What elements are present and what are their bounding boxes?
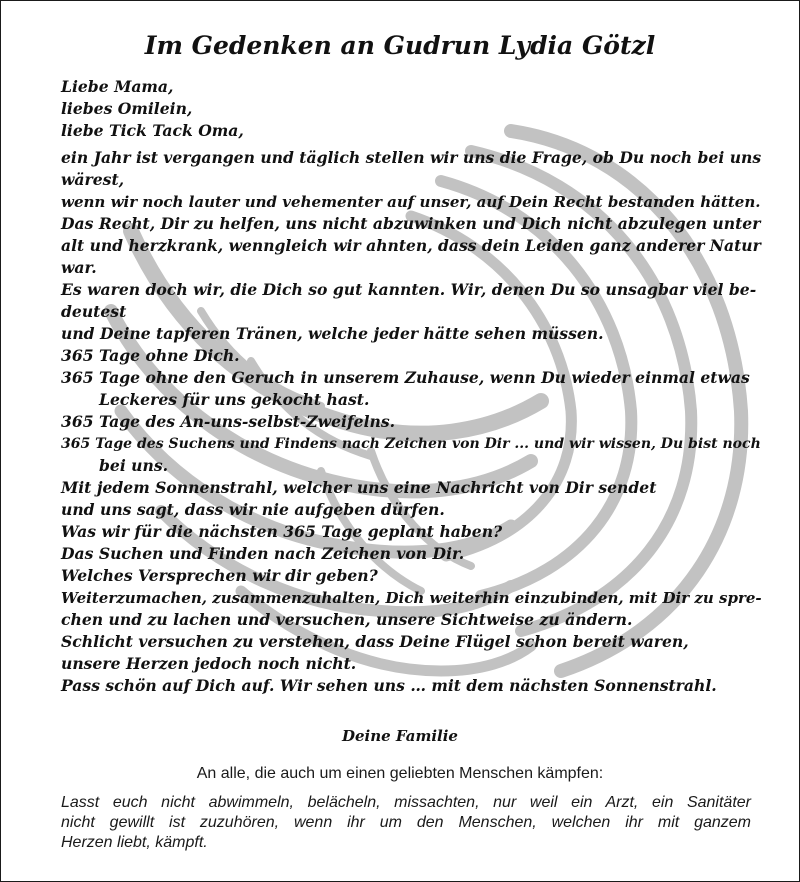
poem-line: 365 Tage des An-uns-selbst-Zweifelns. <box>61 412 396 431</box>
signature: Deine Familie <box>342 727 458 745</box>
appeal-heading: An alle, die auch um einen geliebten Menschen kämpfen: <box>196 765 604 782</box>
poem-line: und Deine tapferen Tränen, welche jeder hätte sehen müssen. <box>61 324 604 343</box>
poem-line: alt und herzkrank, wenngleich wir ahnten, dass dein Leiden ganz anderer Natur <box>61 236 761 255</box>
note-line: nicht gewillt ist zuzuhören, wenn ihr um den Menschen, welchen ihr mit ganzem <box>61 814 751 831</box>
poem-line: Weiterzumachen, zusammenzuhalten, Dich weiterhin einzubinden, mit Dir zu spre- <box>61 589 762 607</box>
poem-line: unsere Herzen jedoch noch nicht. <box>61 654 357 673</box>
appeal-note <box>61 793 751 853</box>
poem-line: chen und zu lachen und versuchen, unsere Sichtweise zu ändern. <box>61 610 633 629</box>
poem-line: Leckeres für uns gekocht hast. <box>99 390 370 409</box>
poem-line: liebes Omilein, <box>61 99 193 118</box>
poem-line: Das Recht, Dir zu helfen, uns nicht abzuwinken und Dich nicht abzulegen unter <box>61 214 761 233</box>
poem-line: wenn wir noch lauter und vehementer auf unser, auf Dein Recht bestanden hätten. <box>61 193 761 211</box>
poem-line: Das Suchen und Finden nach Zeichen von Dir. <box>61 544 465 563</box>
poem-line: Schlicht versuchen zu verstehen, dass Deine Flügel schon bereit waren, <box>61 632 689 651</box>
poem-line: Mit jedem Sonnenstrahl, welcher uns eine Nachricht von Dir sendet <box>61 478 657 497</box>
poem-line: Es waren doch wir, die Dich so gut kannten. Wir, denen Du so unsagbar viel be- <box>61 280 757 299</box>
poem-line: deutest <box>61 302 127 321</box>
poem-line: bei uns. <box>99 456 169 475</box>
poem-line: Welches Versprechen wir dir geben? <box>61 566 378 585</box>
poem-line: und uns sagt, dass wir nie aufgeben dürfen. <box>61 500 445 519</box>
poem-line: 365 Tage ohne den Geruch in unserem Zuhause, wenn Du wieder einmal etwas <box>61 368 750 387</box>
poem-line: war. <box>61 258 97 277</box>
poem-line: liebe Tick Tack Oma, <box>61 121 244 140</box>
note-line: Herzen liebt, kämpft. <box>61 834 208 851</box>
poem-line: 365 Tage ohne Dich. <box>61 346 240 365</box>
poem-line: ein Jahr ist vergangen und täglich stellen wir uns die Frage, ob Du noch bei uns <box>61 148 762 167</box>
note-line: Lasst euch nicht abwimmeln, belächeln, missachten, nur weil ein Arzt, ein Sanitäter <box>61 794 751 811</box>
notice-title: Im Gedenken an Gudrun Lydia Götzl <box>144 31 656 60</box>
poem-line: Pass schön auf Dich auf. Wir sehen uns … mit dem nächsten Sonnenstrahl. <box>61 676 717 695</box>
poem-line: wärest, <box>61 170 125 189</box>
poem-line: 365 Tage des Suchens und Findens nach Zeichen von Dir ... und wir wissen, Du bist noch <box>61 436 761 452</box>
poem-body <box>61 76 761 697</box>
poem-line: Was wir für die nächsten 365 Tage geplant haben? <box>61 522 503 541</box>
poem-line: Liebe Mama, <box>61 77 174 96</box>
